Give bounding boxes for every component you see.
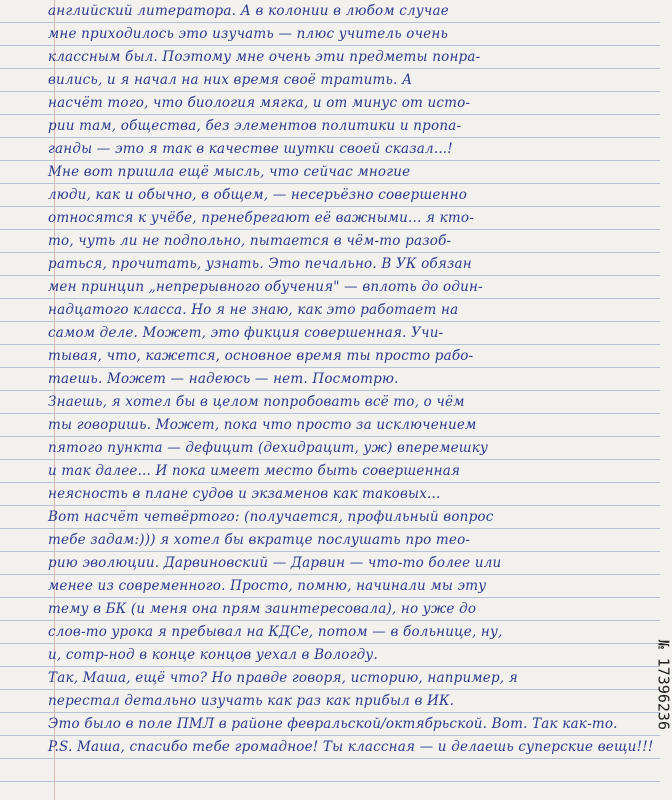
letter-line: тему в БК (и меня она прям заинтересовала), но уже до bbox=[48, 601, 477, 617]
letter-line: насчёт того, что биология мягка, и от минус от исто- bbox=[48, 95, 471, 111]
letter-line: рию эволюции. Дарвиновский — Дарвин — что-то более или bbox=[48, 555, 502, 571]
letter-line: надцатого класса. Но я не знаю, как это работает на bbox=[48, 302, 459, 318]
letter-line: Вот насчёт четвёртого: (получается, профильный вопрос bbox=[48, 509, 494, 525]
letter-line: то, чуть ли не подпольно, пытается в чём-то разоб- bbox=[48, 233, 452, 249]
letter-line: менее из современного. Просто, помню, начинали мы эту bbox=[48, 578, 487, 594]
letter-line: мен принцип „непрерывного обучения" — вплоть до один- bbox=[48, 279, 483, 295]
letter-line: и, сотр-нод в конце концов уехал в Вологду. bbox=[48, 647, 378, 663]
letter-line: мне приходилось это изучать — плюс учитель очень bbox=[48, 26, 448, 42]
letter-line: Так, Маша, ещё что? Но правде говоря, историю, например, я bbox=[48, 670, 518, 686]
handwritten-letter-text bbox=[48, 0, 654, 759]
letter-line: Знаешь, я хотел бы в целом попробовать всё то, о чём bbox=[48, 394, 465, 410]
letter-line: ганды — это я так в качестве шутки своей сказал...! bbox=[48, 141, 453, 157]
letter-line: относятся к учёбе, пренебрегают её важными... я кто- bbox=[48, 210, 474, 226]
letter-line: P.S. Маша, спасибо тебе громадное! Ты классная — и делаешь суперские вещи!!! bbox=[48, 739, 654, 755]
letter-line: Мне вот пришла ещё мысль, что сейчас многие bbox=[48, 164, 411, 180]
letter-line: Это было в поле ПМЛ в районе февральской/октябрьской. Вот. Так как-то. bbox=[48, 716, 618, 732]
letter-line: классным был. Поэтому мне очень эти предметы понра- bbox=[48, 49, 481, 65]
letter-line: тывая, что, кажется, основное время ты просто рабо- bbox=[48, 348, 474, 364]
letter-line: перестал детально изучать как раз как прибыл в ИК. bbox=[48, 693, 455, 709]
letter-line: раться, прочитать, узнать. Это печально. В УК обязан bbox=[48, 256, 472, 272]
letter-line: ты говоришь. Может, пока что просто за исключением bbox=[48, 417, 477, 433]
letter-line: вились, и я начал на них время своё тратить. А bbox=[48, 72, 413, 88]
letter-line: рии там, общества, без элементов политики и пропа- bbox=[48, 118, 462, 134]
letter-line: самом деле. Может, это фикция совершенная. Учи- bbox=[48, 325, 444, 341]
letter-line: и так далее... И пока имеет место быть совершенная bbox=[48, 463, 461, 479]
letter-line: неясность в плане судов и экзаменов как таковых... bbox=[48, 486, 441, 502]
letter-line: английский литератора. А в колонии в любом случае bbox=[48, 3, 449, 19]
letter-line: слов-то урока я пребывал на КДСе, потом — в больнице, ну, bbox=[48, 624, 503, 640]
serial-number-stamp: № 17396236 bbox=[654, 639, 672, 730]
letter-line: тебе задам:))) я хотел бы вкратце послушать про тео- bbox=[48, 532, 471, 548]
letter-line: люди, как и обычно, в общем, — несерьёзно совершенно bbox=[48, 187, 468, 203]
letter-line: таешь. Может — надеюсь — нет. Посмотрю. bbox=[48, 371, 399, 387]
letter-line: пятого пункта — дефицит (дехидрацит, уж) вперемешку bbox=[48, 440, 489, 456]
